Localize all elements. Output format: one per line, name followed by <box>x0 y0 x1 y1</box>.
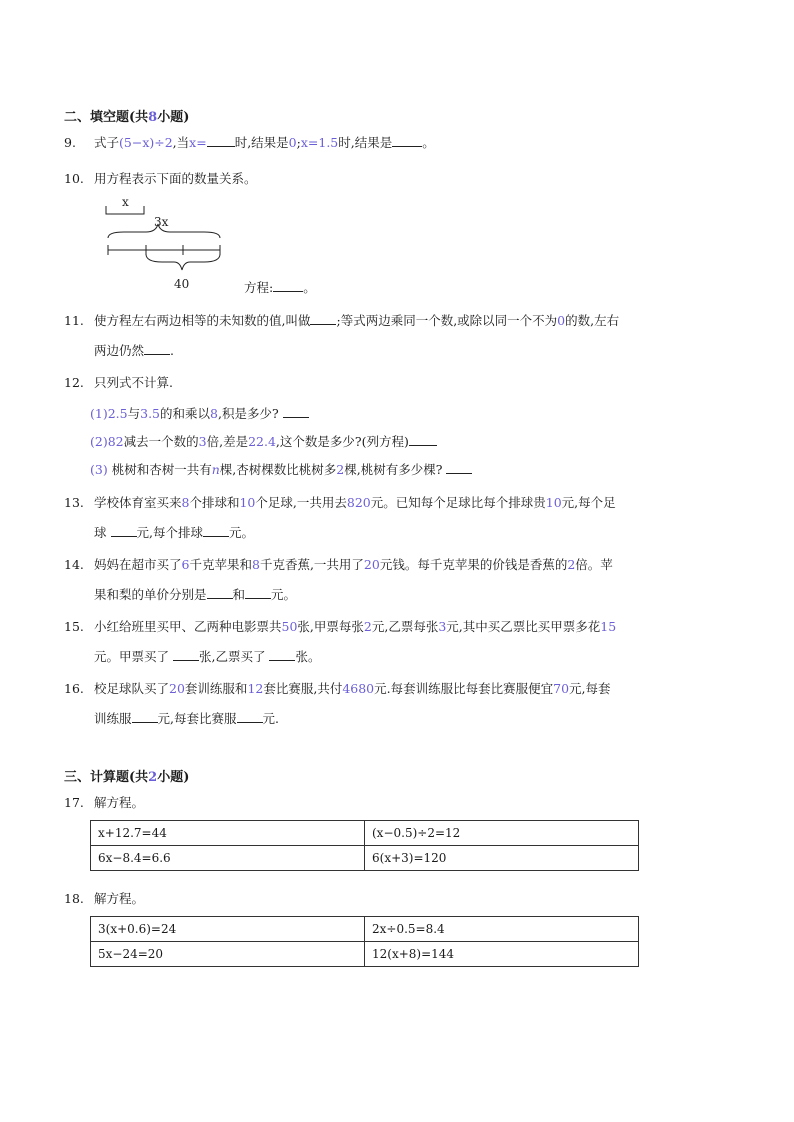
section-title-prefix: 三、计算题(共 <box>64 770 149 785</box>
text: 与 <box>127 406 141 421</box>
q9-expression-3: x=1.5 <box>300 135 339 150</box>
number: 82 <box>107 434 124 449</box>
sub-label: (3) <box>90 462 108 477</box>
text: 元,每套比赛服 <box>157 711 237 726</box>
equation-cell: 6(x+3)=120 <box>365 846 639 871</box>
q10-text: 用方程表示下面的数量关系。 <box>94 171 257 186</box>
number: 4680 <box>342 681 375 696</box>
q11-text-5: . <box>170 343 174 358</box>
section-title-suffix: 小题) <box>157 110 190 125</box>
text: 和 <box>232 587 246 602</box>
label-40: 40 <box>174 277 190 291</box>
text: 棵,杏树棵数比桃树多 <box>219 462 337 477</box>
q9-text-5: 时,结果是 <box>338 135 393 150</box>
text: 个足球,一共用去 <box>255 495 347 510</box>
number: 2 <box>363 619 372 634</box>
question-count: 2 <box>148 770 158 785</box>
variable: n <box>211 462 220 477</box>
text: 套训练服和 <box>184 681 248 696</box>
question-17 <box>64 788 730 818</box>
number: 12 <box>247 681 264 696</box>
question-number: 18. <box>64 891 84 906</box>
q11-text-3: 的数,左右 <box>565 313 620 328</box>
text: 张。 <box>295 649 321 664</box>
q12-sub-1 <box>90 404 309 422</box>
text: 千克香蕉,一共用了 <box>259 557 364 572</box>
number: 20 <box>363 557 380 572</box>
answer-blank[interactable] <box>273 280 303 292</box>
q12-sub-3 <box>90 460 472 478</box>
question-12 <box>64 368 730 398</box>
equation-cell: 3(x+0.6)=24 <box>91 917 365 942</box>
answer-blank[interactable] <box>409 434 437 446</box>
text: 妈妈在超市买了 <box>94 557 182 572</box>
text: 的和乘以 <box>160 406 211 421</box>
text: 减去一个数的 <box>123 434 199 449</box>
number: 8 <box>210 406 218 421</box>
text: ,积是多少? <box>217 406 279 421</box>
text: ,这个数是多少?(列方程) <box>275 434 409 449</box>
text: 果和梨的单价分别是 <box>94 587 207 602</box>
question-number: 15. <box>64 619 84 634</box>
text: 元.每套训练服比每套比赛服便宜 <box>374 681 554 696</box>
answer-blank[interactable] <box>173 649 199 661</box>
text: 元,其中买乙票比买甲票多花 <box>446 619 601 634</box>
section-3-title <box>64 766 189 785</box>
answer-blank[interactable] <box>237 711 263 723</box>
question-number: 10. <box>64 171 84 186</box>
question-14 <box>64 550 730 610</box>
text: 元,每个排球 <box>136 525 203 540</box>
question-number: 11. <box>64 313 84 328</box>
question-18 <box>64 884 730 914</box>
text: 元. <box>262 711 279 726</box>
text: 元钱。每千克苹果的价钱是香蕉的 <box>379 557 568 572</box>
equation-cell: x+12.7=44 <box>91 821 365 846</box>
question-9 <box>64 128 730 158</box>
q18-equation-table <box>90 916 639 967</box>
question-number: 16. <box>64 681 84 696</box>
number: 2.5 <box>107 406 128 421</box>
number: 820 <box>346 495 371 510</box>
question-number: 13. <box>64 495 84 510</box>
number: 22.4 <box>248 434 276 449</box>
q17-equation-table <box>90 820 639 871</box>
q9-text-4: ; <box>296 135 301 150</box>
answer-blank[interactable] <box>283 406 309 418</box>
answer-blank[interactable] <box>446 462 472 474</box>
label-x: x <box>122 195 129 209</box>
q18-text: 解方程。 <box>94 891 145 906</box>
section-title-suffix: 小题) <box>157 770 190 785</box>
number: 2 <box>567 557 576 572</box>
text: 元,每个足 <box>561 495 616 510</box>
number: 10 <box>239 495 256 510</box>
question-number: 12. <box>64 375 84 390</box>
q11-text-2: ;等式两边乘同一个数,或除以同一个不为 <box>336 313 558 328</box>
q11-text-4: 两边仍然 <box>94 343 145 358</box>
text: 元。已知每个足球比每个排球贵 <box>370 495 546 510</box>
answer-blank[interactable] <box>111 525 137 537</box>
table-row <box>91 821 639 846</box>
section-title-prefix: 二、填空题(共 <box>64 110 149 125</box>
text: 桃树和杏树一共有 <box>111 462 212 477</box>
q9-zero: 0 <box>288 135 297 150</box>
question-number: 17. <box>64 795 84 810</box>
number: 3 <box>198 434 207 449</box>
sub-label: (2) <box>90 434 108 449</box>
equation-cell: 12(x+8)=144 <box>365 942 639 967</box>
q9-expression: (5−x)÷2 <box>119 135 173 150</box>
text: 元,每套 <box>569 681 611 696</box>
q9-text-6: 。 <box>422 135 435 150</box>
q11-text-1: 使方程左右两边相等的未知数的值,叫做 <box>94 313 311 328</box>
question-count: 8 <box>148 110 158 125</box>
number: 2 <box>336 462 345 477</box>
text: 棵,桃树有多少棵? <box>344 462 443 477</box>
q17-text: 解方程。 <box>94 795 145 810</box>
number: 20 <box>169 681 185 696</box>
sub-label: (1) <box>90 406 108 421</box>
text: 元,乙票每张 <box>371 619 439 634</box>
text: 元。甲票买了 <box>94 649 170 664</box>
text: 倍,差是 <box>206 434 249 449</box>
question-15 <box>64 612 730 672</box>
q12-text: 只列式不计算. <box>94 375 173 390</box>
table-row <box>91 846 639 871</box>
table-row <box>91 917 639 942</box>
answer-blank[interactable] <box>310 313 336 325</box>
text: 个排球和 <box>189 495 240 510</box>
text: 张,甲票每张 <box>297 619 364 634</box>
number: 15 <box>600 619 617 634</box>
section-2-title <box>64 106 189 125</box>
q11-zero: 0 <box>557 313 566 328</box>
text: 球 <box>94 525 107 540</box>
text: 学校体育室买来 <box>94 495 182 510</box>
question-10 <box>64 164 730 194</box>
question-number: 9. <box>64 135 76 150</box>
text: 元。 <box>271 587 297 602</box>
text: 千克苹果和 <box>189 557 252 572</box>
text: 倍。苹 <box>575 557 613 572</box>
question-16 <box>64 674 730 734</box>
answer-blank[interactable] <box>269 649 295 661</box>
number: 8 <box>251 557 260 572</box>
equation-cell: (x−0.5)÷2=12 <box>365 821 639 846</box>
q9-expression-2: x= <box>189 135 207 150</box>
equation-label: 方程: <box>244 280 274 295</box>
table-row <box>91 942 639 967</box>
answer-blank[interactable] <box>132 711 158 723</box>
question-13 <box>64 488 730 548</box>
equation-cell: 2x÷0.5=8.4 <box>365 917 639 942</box>
answer-blank[interactable] <box>144 343 170 355</box>
equation-cell: 6x−8.4=6.6 <box>91 846 365 871</box>
label-3x: 3x <box>154 215 169 229</box>
text: 张,乙票买了 <box>199 649 266 664</box>
number: 3.5 <box>140 406 161 421</box>
q10-equation-line <box>244 278 316 296</box>
equation-end: 。 <box>303 280 316 295</box>
text: 校足球队买了 <box>94 681 170 696</box>
number: 50 <box>281 619 298 634</box>
answer-blank[interactable] <box>207 587 233 599</box>
answer-blank[interactable] <box>392 135 422 147</box>
text: 训练服 <box>94 711 132 726</box>
answer-blank[interactable] <box>203 525 229 537</box>
number: 70 <box>553 681 570 696</box>
text: 小红给班里买甲、乙两种电影票共 <box>94 619 282 634</box>
text: 元。 <box>228 525 254 540</box>
q9-text-2: ,当 <box>172 135 190 150</box>
bottom-brace <box>146 254 220 270</box>
equation-cell: 5x−24=20 <box>91 942 365 967</box>
question-11 <box>64 306 730 366</box>
text: 套比赛服,共付 <box>263 681 343 696</box>
answer-blank[interactable] <box>207 135 235 147</box>
q12-sub-2 <box>90 432 437 450</box>
question-number: 14. <box>64 557 84 572</box>
number: 3 <box>438 619 447 634</box>
number: 8 <box>181 495 190 510</box>
q9-text-3: 时,结果是 <box>234 135 289 150</box>
q9-text-1: 式子 <box>94 135 120 150</box>
answer-blank[interactable] <box>245 587 271 599</box>
number: 6 <box>181 557 190 572</box>
number: 10 <box>545 495 562 510</box>
